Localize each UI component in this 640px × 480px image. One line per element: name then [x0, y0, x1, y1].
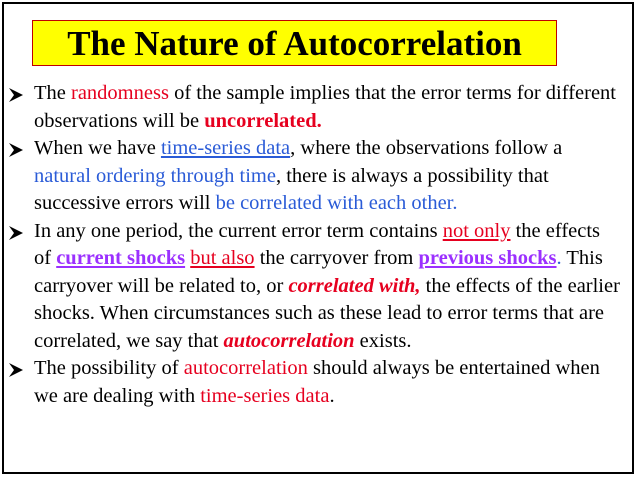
highlight-previous-shocks: previous shocks — [418, 247, 557, 269]
arrowhead-bullet-icon — [8, 142, 24, 158]
bullet-text: This carryover will be related to, or — [34, 247, 603, 297]
highlight-autocorrelation: autocorrelation — [183, 357, 308, 379]
bullet-text: In any one period, the current error term contains — [34, 219, 443, 242]
bullet-item — [8, 355, 622, 410]
bullet-text: , where the observations follow a — [290, 137, 563, 159]
arrowhead-bullet-icon — [8, 225, 24, 241]
bullet-text: the effects of the earlier shocks. When circumstances such as these lead to error terms that are correlated, we say that — [34, 274, 620, 352]
highlight-current-shocks: current shocks — [56, 247, 186, 269]
bullet-text: should always be entertained when we are dealing with — [34, 357, 600, 407]
slide-title: The Nature of Autocorrelation — [67, 23, 522, 63]
bullet-item — [8, 135, 622, 218]
bullet-text: the carryover from — [254, 247, 419, 269]
bullet-item — [8, 218, 622, 356]
highlight-time-series-data: time-series data — [200, 384, 330, 407]
bullet-text: , there is always a possibility that successive errors will — [34, 164, 549, 214]
bullet-list — [8, 80, 622, 410]
highlight-time-series-data: time-series data — [160, 137, 291, 159]
bullet-item — [8, 80, 622, 135]
highlight-correlated-with: correlated with, — [288, 274, 421, 297]
bullet-text: When we have — [34, 137, 161, 159]
highlight-but-also: but also — [190, 247, 255, 269]
bullet-text: The possibility of — [34, 357, 184, 379]
bullet-text: of the sample implies that the error terms for different observations will be — [34, 82, 616, 132]
highlight-randomness: randomness — [71, 82, 169, 104]
title-box — [32, 20, 557, 66]
bullet-text: The — [34, 82, 71, 104]
highlight-natural-ordering: natural ordering through time — [34, 164, 276, 187]
bullet-text: . — [556, 247, 562, 269]
bullet-text: the effects of — [34, 219, 601, 269]
highlight-uncorrelated: uncorrelated. — [204, 109, 322, 132]
arrowhead-bullet-icon — [8, 362, 24, 378]
arrowhead-bullet-icon — [8, 87, 24, 103]
highlight-autocorrelation: autocorrelation — [223, 329, 355, 352]
highlight-be-correlated: be correlated with each other. — [215, 192, 458, 214]
bullet-text: exists. — [354, 329, 412, 352]
highlight-not-only: not only — [442, 219, 511, 242]
bullet-text: . — [329, 384, 335, 407]
